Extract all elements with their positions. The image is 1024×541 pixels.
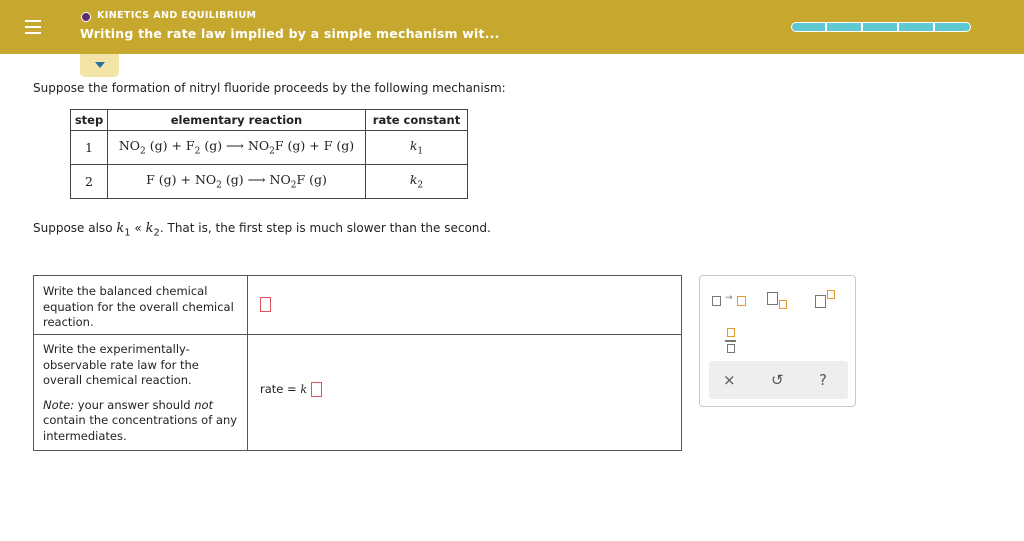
equation-answer-input[interactable] <box>260 297 271 312</box>
rate-law-answer-input[interactable] <box>311 382 322 397</box>
note-text: Note: your answer should not contain the concentrations of any intermediates. <box>43 397 238 443</box>
step-number: 1 <box>71 131 108 165</box>
header-bar <box>0 0 1024 54</box>
answer-table <box>33 275 682 451</box>
header-rate-constant: rate constant <box>366 110 468 131</box>
topic-label: KINETICS AND EQUILIBRIUM <box>97 10 257 21</box>
fraction-template-button[interactable] <box>725 328 737 354</box>
question-rate-law: Write the experimentally-observable rate law for the overall chemical reaction. <box>43 342 199 387</box>
undo-icon[interactable]: ↺ <box>771 371 784 389</box>
page-title: Writing the rate law implied by a simple mechanism wit... <box>80 26 500 41</box>
header-step: step <box>71 110 108 131</box>
superscript-template-button[interactable] <box>815 290 837 308</box>
answer-row-equation <box>34 276 681 335</box>
arrow-template-button[interactable] <box>712 294 748 308</box>
assumption-text: Suppose also $k_1$ « $k_2$. That is, the first step is much slower than the second. <box>33 221 491 239</box>
hamburger-menu-icon[interactable] <box>18 12 48 42</box>
table-row <box>71 131 468 165</box>
expand-details-button[interactable] <box>80 54 119 77</box>
progress-bar <box>791 22 971 32</box>
subscript-template-button[interactable] <box>767 292 789 310</box>
action-bar <box>709 361 848 399</box>
question-balanced-equation: Write the balanced chemical equation for the overall chemical reaction. <box>43 284 234 329</box>
step-number: 2 <box>71 165 108 199</box>
rate-constant-2: $k_2$ <box>366 165 468 199</box>
problem-intro: Suppose the formation of nitryl fluoride proceeds by the following mechanism: <box>33 81 506 95</box>
mechanism-table <box>70 109 468 199</box>
math-toolbox <box>699 275 856 407</box>
help-icon[interactable]: ? <box>819 371 827 389</box>
rate-constant-1: $k_1$ <box>366 131 468 165</box>
reaction-1: $NO_2$ $(g) + F_2$ (g) ⟶ $NO_2F$ (g) + F (g) <box>108 131 366 165</box>
rate-expression: rate = k <box>260 382 322 397</box>
table-row <box>71 165 468 199</box>
topic-status-dot <box>81 12 91 22</box>
caret-down-icon <box>95 62 105 68</box>
arrow-right-icon: → <box>725 293 733 303</box>
answer-row-rate-law <box>34 334 681 450</box>
header-elementary-reaction: elementary reaction <box>108 110 366 131</box>
reaction-2: F $(g) + NO_2$ (g) ⟶ $NO_2F$ (g) <box>108 165 366 199</box>
close-icon[interactable]: × <box>723 371 736 389</box>
